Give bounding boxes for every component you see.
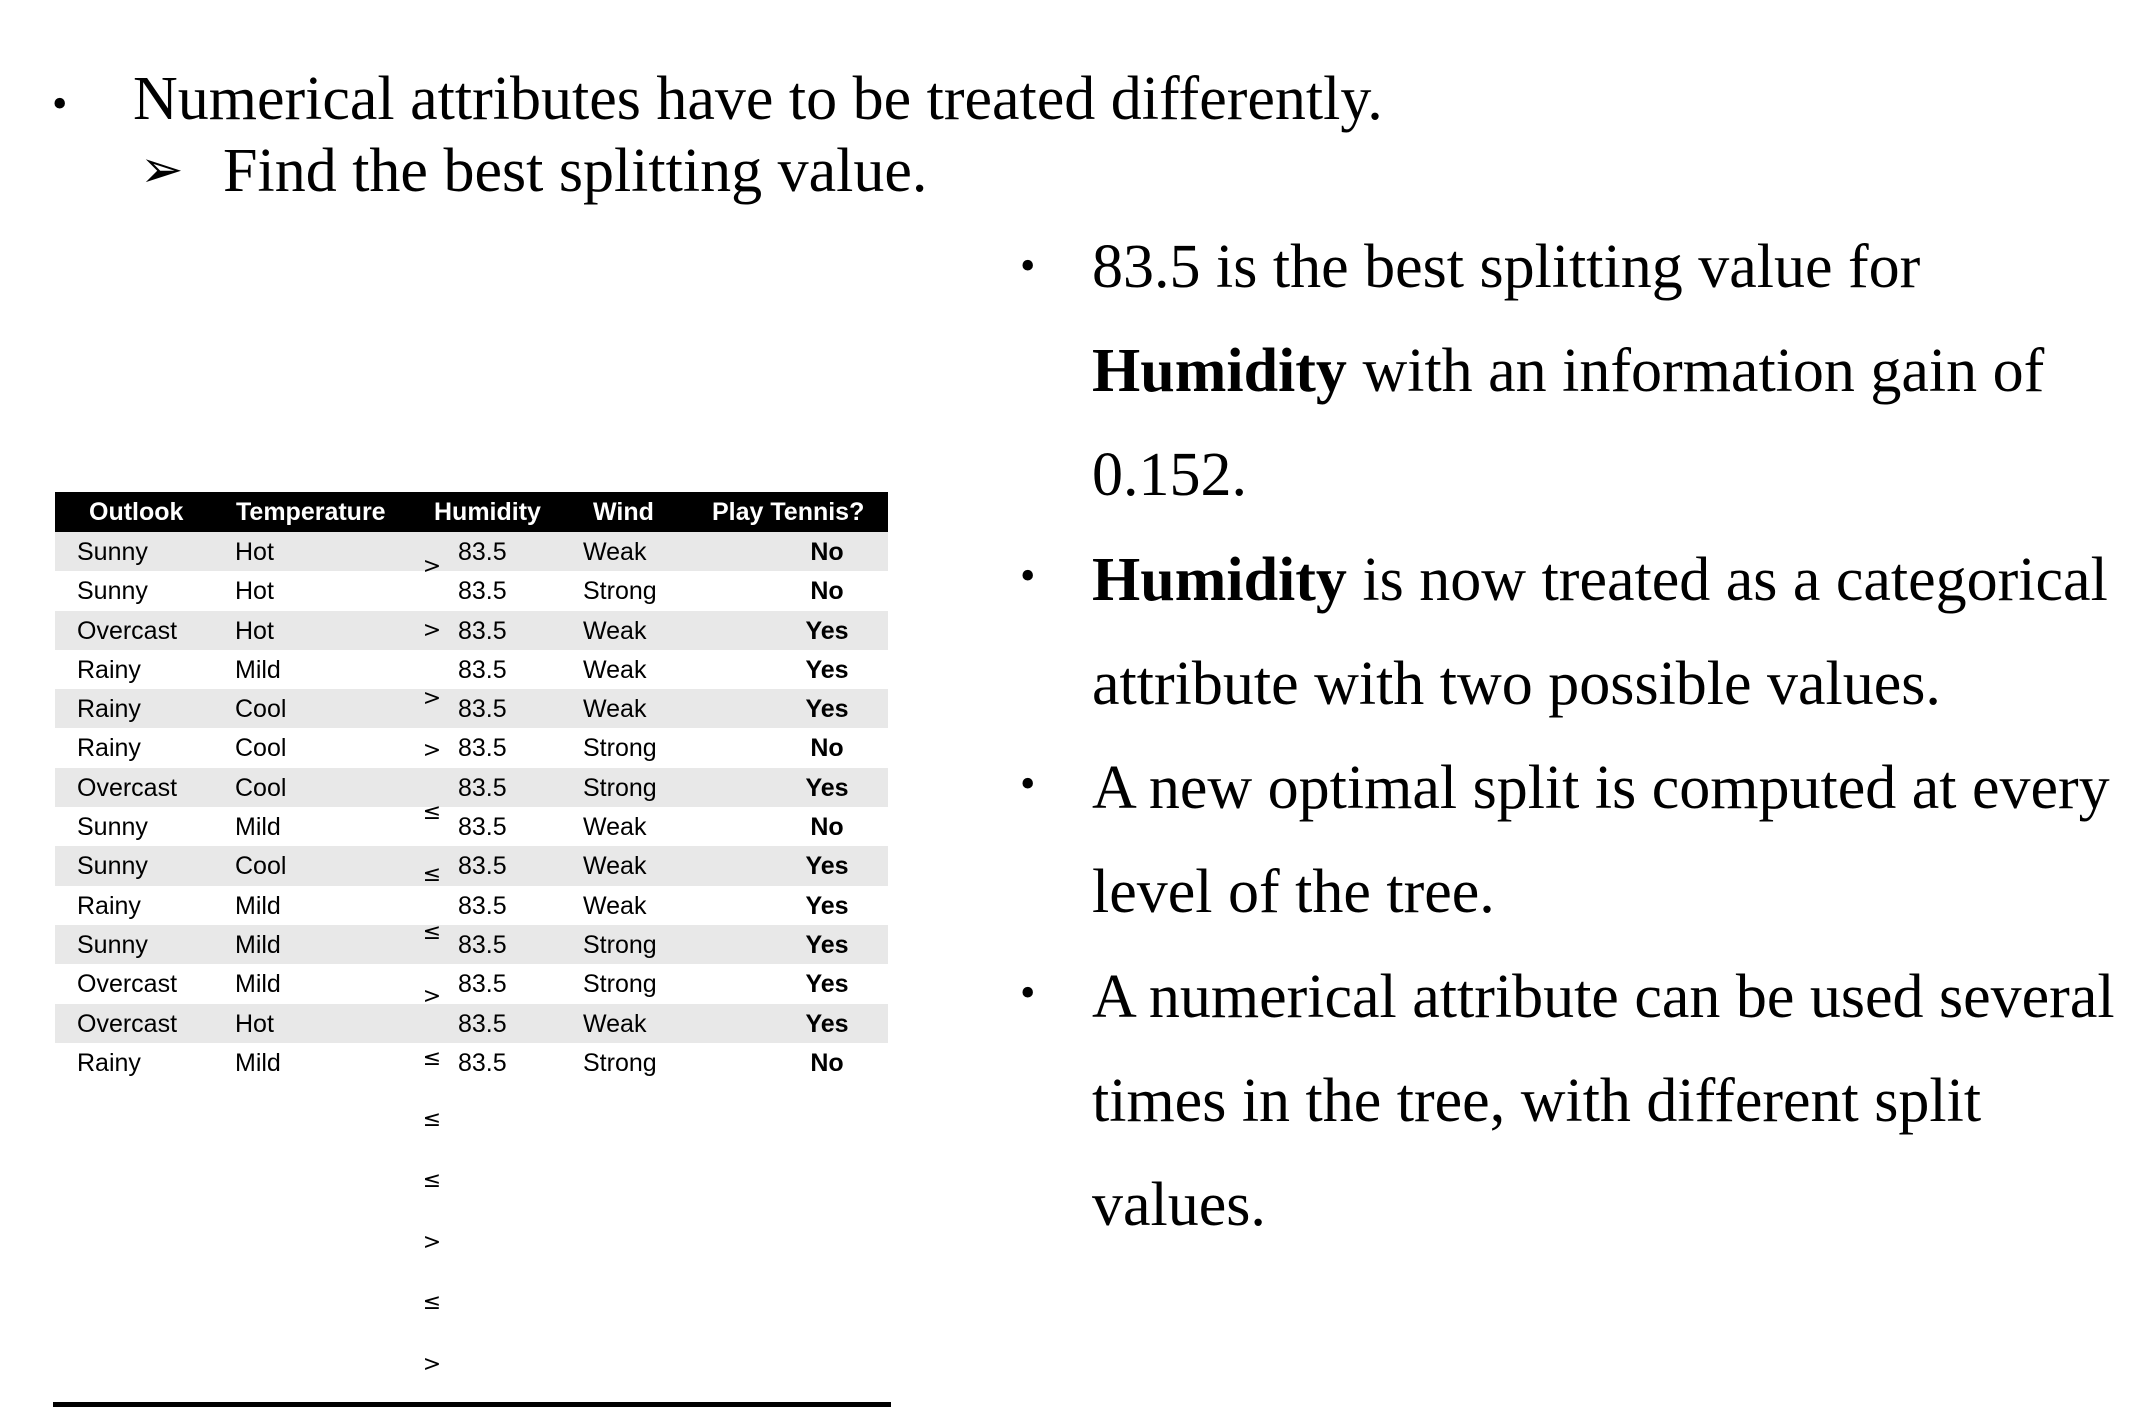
cell-outlook: Overcast (77, 1009, 178, 1038)
cell-wind: Weak (583, 538, 647, 566)
cell-humidity: 83.5 (458, 813, 507, 842)
table-header (55, 492, 888, 532)
cell-play-tennis: Yes (805, 930, 849, 959)
right-bullet-2: Humidity is now treated as a categorical attribute with two possible values. (1092, 546, 2108, 718)
comparison-symbol: ≤ (422, 862, 442, 887)
table-row (55, 728, 888, 767)
cell-outlook: Sunny (77, 577, 148, 606)
table-row (55, 846, 888, 885)
cell-humidity: 83.5 (458, 695, 507, 724)
cell-temperature: Mild (235, 813, 281, 842)
bullet-marker: • (1020, 551, 1036, 600)
cell-temperature: Hot (235, 1009, 274, 1038)
cell-temperature: Cool (235, 773, 287, 802)
cell-outlook: Sunny (77, 930, 148, 959)
table-row (55, 925, 888, 964)
cell-humidity: 83.5 (458, 970, 507, 999)
cell-play-tennis: Yes (805, 695, 849, 724)
header-temperature: Temperature (236, 498, 386, 526)
cell-play-tennis: No (810, 734, 844, 763)
divider-line (53, 1402, 891, 1407)
cell-temperature: Cool (235, 852, 287, 881)
right-bullet-1: 83.5 is the best splitting value for Humidity with an information gain of 0.152. (1092, 233, 2045, 509)
cell-wind: Weak (583, 891, 647, 920)
bullet-marker: • (52, 79, 68, 128)
comparison-symbol: ≤ (422, 1168, 442, 1193)
cell-outlook: Sunny (77, 538, 148, 566)
comparison-symbol: > (422, 554, 442, 579)
comparison-symbol: > (422, 738, 442, 763)
cell-outlook: Rainy (77, 695, 141, 724)
right-bullet-4: A numerical attribute can be used several times in the tree, with different split values. (1092, 963, 2115, 1239)
cell-outlook: Rainy (77, 734, 141, 763)
table-row (55, 532, 888, 571)
cell-play-tennis: No (810, 1048, 844, 1077)
table-row (55, 768, 888, 807)
bullet-marker: • (1020, 759, 1036, 808)
cell-outlook: Sunny (77, 852, 148, 881)
cell-humidity: 83.5 (458, 852, 507, 881)
cell-humidity: 83.5 (458, 616, 507, 645)
cell-temperature: Mild (235, 655, 281, 684)
header-outlook: Outlook (89, 498, 184, 526)
table-row (55, 611, 888, 650)
cell-humidity: 83.5 (458, 577, 507, 606)
cell-temperature: Hot (235, 577, 274, 606)
cell-play-tennis: Yes (805, 1009, 849, 1038)
table-body (55, 532, 888, 1082)
bullet-marker: • (1020, 241, 1036, 290)
cell-humidity: 83.5 (458, 773, 507, 802)
cell-outlook: Sunny (77, 813, 148, 842)
table-row (55, 1043, 888, 1082)
comparison-symbol: > (422, 984, 442, 1009)
cell-outlook: Overcast (77, 773, 178, 802)
data-table (55, 492, 888, 1082)
cell-humidity: 83.5 (458, 655, 507, 684)
cell-wind: Strong (583, 1048, 657, 1077)
comparison-symbol: > (422, 618, 442, 643)
cell-temperature: Mild (235, 970, 281, 999)
cell-wind: Weak (583, 1009, 647, 1038)
cell-temperature: Hot (235, 616, 274, 645)
comparison-symbol: > (422, 1352, 442, 1377)
cell-wind: Weak (583, 813, 647, 842)
header-humidity: Humidity (434, 498, 541, 526)
main-point-text: Numerical attributes have to be treated differently. (133, 65, 1383, 133)
comparison-symbol: > (422, 1230, 442, 1255)
comparison-symbol: ≤ (422, 1290, 442, 1315)
cell-outlook: Overcast (77, 616, 178, 645)
cell-temperature: Cool (235, 695, 287, 724)
sub-point-text: Find the best splitting value. (223, 137, 928, 205)
comparison-symbol: > (422, 686, 442, 711)
cell-wind: Strong (583, 577, 657, 606)
cell-humidity: 83.5 (458, 538, 507, 566)
cell-temperature: Cool (235, 734, 287, 763)
cell-play-tennis: No (810, 813, 844, 842)
table-row (55, 1004, 888, 1043)
cell-outlook: Rainy (77, 891, 141, 920)
cell-outlook: Overcast (77, 970, 178, 999)
table-row (55, 650, 888, 689)
cell-play-tennis: No (810, 577, 844, 606)
cell-wind: Strong (583, 773, 657, 802)
cell-play-tennis: Yes (805, 852, 849, 881)
cell-humidity: 83.5 (458, 734, 507, 763)
cell-play-tennis: Yes (805, 655, 849, 684)
table-row (55, 689, 888, 728)
comparison-symbol: ≤ (422, 800, 442, 825)
cell-play-tennis: Yes (805, 891, 849, 920)
table-row (55, 964, 888, 1003)
header-play-tennis: Play Tennis? (712, 498, 865, 526)
cell-outlook: Rainy (77, 655, 141, 684)
comparison-symbol: ≤ (422, 1107, 442, 1132)
cell-humidity: 83.5 (458, 1048, 507, 1077)
cell-humidity: 83.5 (458, 930, 507, 959)
table-row (55, 571, 888, 610)
cell-wind: Weak (583, 616, 647, 645)
cell-play-tennis: Yes (805, 970, 849, 999)
cell-wind: Weak (583, 695, 647, 724)
cell-wind: Strong (583, 930, 657, 959)
cell-wind: Strong (583, 970, 657, 999)
cell-play-tennis: No (810, 538, 844, 566)
comparison-symbol: ≤ (422, 920, 442, 945)
header-wind: Wind (593, 498, 654, 526)
cell-wind: Weak (583, 852, 647, 881)
cell-wind: Strong (583, 734, 657, 763)
cell-wind: Weak (583, 655, 647, 684)
right-bullet-3: A new optimal split is computed at every level of the tree. (1092, 754, 2110, 926)
cell-play-tennis: Yes (805, 773, 849, 802)
table-row (55, 886, 888, 925)
arrow-bullet-icon: ➢ (140, 142, 184, 199)
table-row (55, 807, 888, 846)
cell-temperature: Mild (235, 1048, 281, 1077)
cell-temperature: Mild (235, 891, 281, 920)
cell-temperature: Hot (235, 538, 274, 566)
cell-outlook: Rainy (77, 1048, 141, 1077)
cell-play-tennis: Yes (805, 616, 849, 645)
cell-humidity: 83.5 (458, 891, 507, 920)
bullet-marker: • (1020, 968, 1036, 1017)
cell-temperature: Mild (235, 930, 281, 959)
comparison-symbol: ≤ (422, 1046, 442, 1071)
cell-humidity: 83.5 (458, 1009, 507, 1038)
